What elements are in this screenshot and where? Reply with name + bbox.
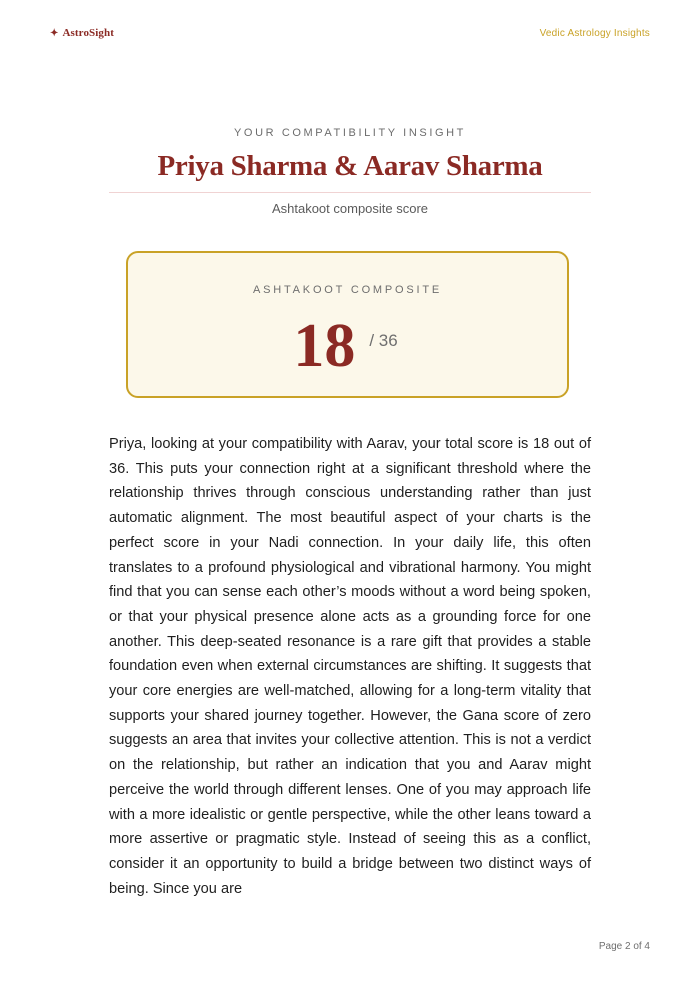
body-paragraph: Priya, looking at your compatibility with Aarav, your total score is 18 out of 36. This puts your connection right at a significant threshold where the relationship thrives through conscious understanding rather than just automatic alignment. The most beautiful aspect of your charts is the perfect score in your Nadi connection. In your daily life, this often translates to a profound physiological and vibrational harmony. You might find that you can sense each other’s moods without a word being spoken, or that your physical presence alone acts as a grounding force for one another. This deep-seated resonance is a rare gift that provides a stable foundation even when external circumstances are shifting. It suggests that your core energies are well-matched, allowing for a long-term vitality that supports your shared journey together. However, the Gana score of zero suggests an area that invites your collective attention. This is not a verdict on the relationship, but rather an indication that you and Aarav might perceive the world through different lenses. One of you may approach life with a more idealistic or gentle perspective, while the other leans toward a more assertive or pragmatic style. Instead of seeing this as a conflict, consider it an opportunity to build a bridge between two distinct ways of being. Since you are — [109, 436, 591, 897]
star-icon: ✦ — [50, 27, 59, 39]
title-divider — [109, 192, 591, 193]
header-tagline: Vedic Astrology Insights — [539, 28, 650, 39]
section-eyebrow: YOUR COMPATIBILITY INSIGHT — [233, 127, 466, 139]
score-value: 18 — [293, 312, 356, 380]
score-denominator: / 36 — [369, 331, 398, 350]
page-header — [0, 0, 700, 60]
score-row — [128, 312, 567, 380]
page-title: Priya Sharma & Aarav Sharma — [157, 150, 543, 182]
brand-logo — [50, 27, 114, 39]
score-card — [126, 251, 569, 398]
page-number: Page 2 of 4 — [598, 941, 650, 952]
page-subtitle: Ashtakoot composite score — [271, 201, 429, 216]
score-label: ASHTAKOOT COMPOSITE — [252, 284, 443, 296]
brand-name: AstroSight — [62, 27, 115, 39]
